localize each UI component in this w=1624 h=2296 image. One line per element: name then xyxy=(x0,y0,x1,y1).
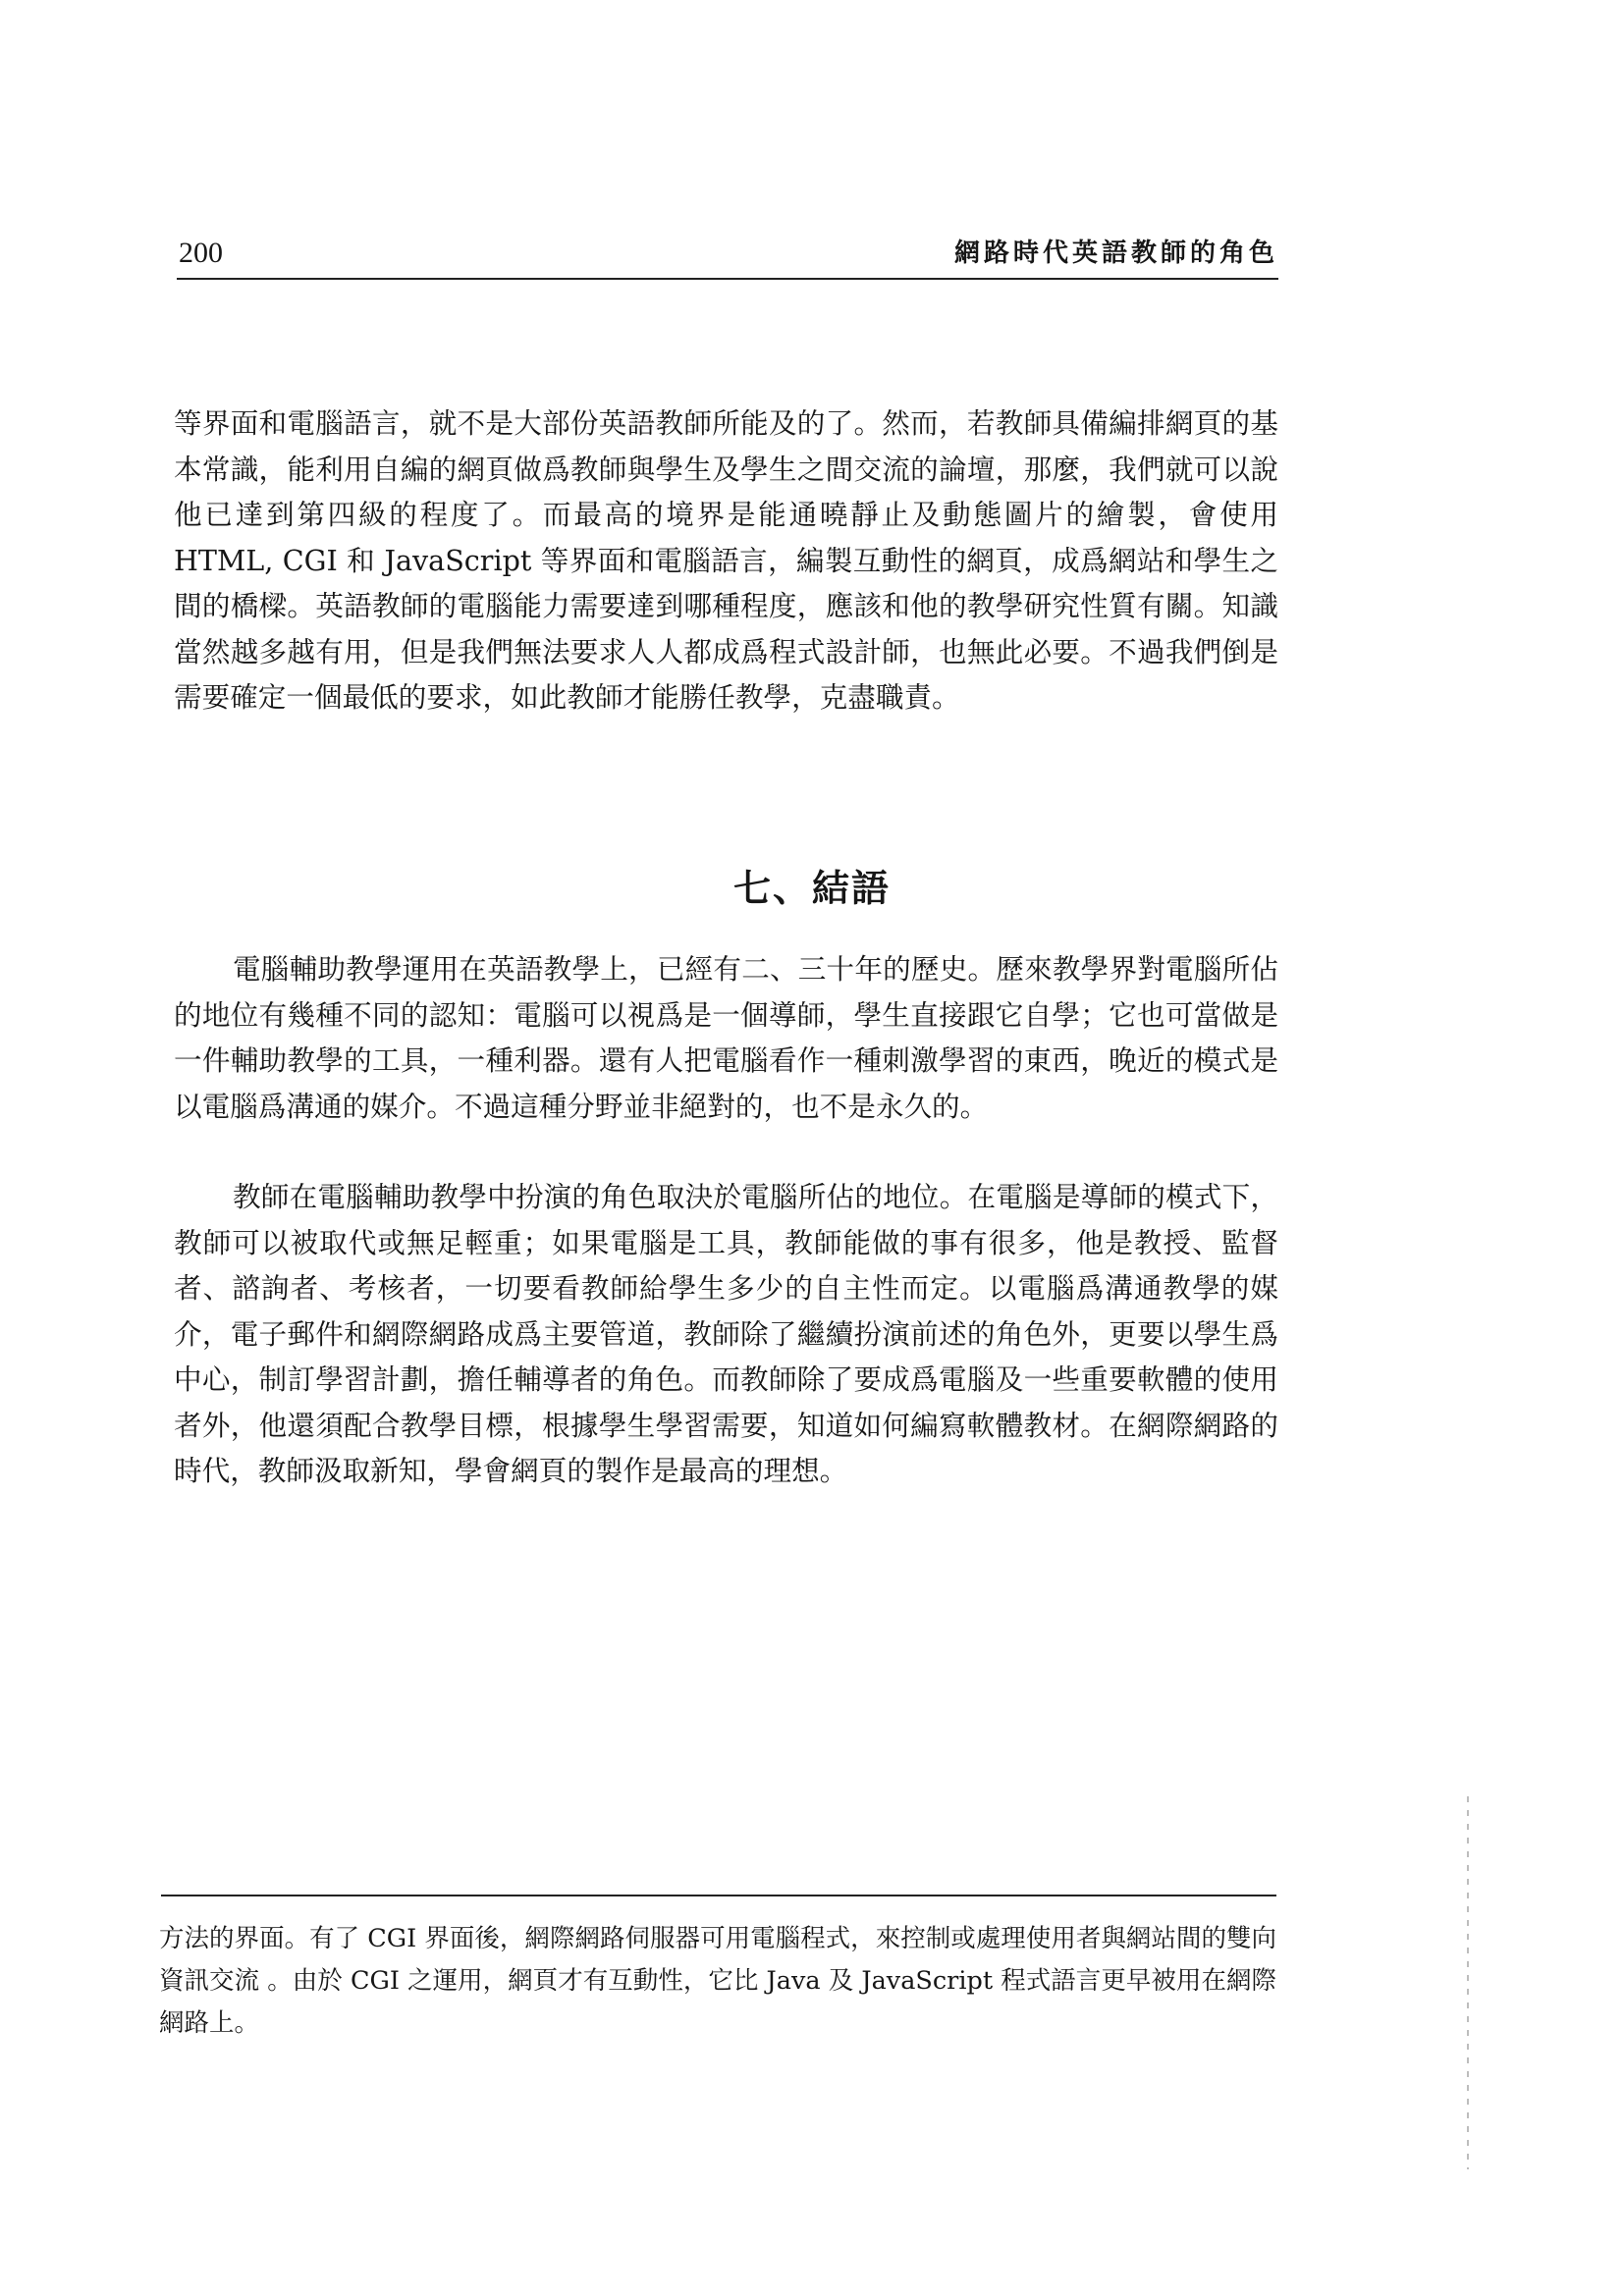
footnote-text: 方法的界面。有了 CGI 界面後，網際網路伺服器可用電腦程式，來控制或處理使用者與網站間的雙向資訊交流 。由於 CGI 之運用，網頁才有互動性，它比 Java 及 JavaScript 程式語言更早被用在網際網路上。 xyxy=(159,1924,1276,2038)
scan-edge-mark xyxy=(1467,1796,1469,2169)
body-paragraph-2: 電腦輔助教學運用在英語教學上，已經有二、三十年的歷史。歷來教學界對電腦所佔的地位有幾種不同的認知：電腦可以視爲是一個導師，學生直接跟它自學；它也可當做是一件輔助教學的工具，一種利器。還有人把電腦看作一種刺激學習的東西，晚近的模式是以電腦爲溝通的媒介。不過這種分野並非絕對的，也不是永久的。 xyxy=(174,952,1278,1123)
page-number: 200 xyxy=(179,237,223,269)
section-title: 七、結語 xyxy=(732,867,891,910)
body-paragraph-1: 等界面和電腦語言，就不是大部份英語教師所能及的了。然而，若教師具備編排網頁的基本常識，能利用自編的網頁做爲教師與學生及學生之間交流的論壇，那麼，我們就可以說他已達到第四級的程度了。而最高的境界是能通曉靜止及動態圖片的繪製，會使用 HTML, CGI 和 JavaScript 等界面和電腦語言，編製互動性的網頁，成爲網站和學生之間的橋樑。英語教師的電腦能力需要達到哪種程度，應該和他的教學研究性質有關。知識當然越多越有用，但是我們無法要求人人都成爲程式設計師，也無此必要。不過我們倒是需要確定一個最低的要求，如此教師才能勝任教學，克盡職責。 xyxy=(174,406,1278,714)
header-rule xyxy=(177,278,1278,280)
running-head: 網路時代英語教師的角色 xyxy=(953,239,1278,268)
footnote-rule xyxy=(161,1895,1276,1896)
body-paragraph-3: 教師在電腦輔助教學中扮演的角色取決於電腦所佔的地位。在電腦是導師的模式下，教師可以被取代或無足輕重；如果電腦是工具，教師能做的事有很多，他是教授、監督者、諮詢者、考核者，一切要看教師給學生多少的自主性而定。以電腦爲溝通教學的媒介，電子郵件和網際網路成爲主要管道，教師除了繼續扮演前述的角色外，更要以學生爲中心，制訂學習計劃，擔任輔導者的角色。而教師除了要成爲電腦及一些重要軟體的使用者外，他還須配合教學目標，根據學生學習需要，知道如何編寫軟體教材。在網際網路的時代，教師汲取新知，學會網頁的製作是最高的理想。 xyxy=(174,1180,1278,1487)
